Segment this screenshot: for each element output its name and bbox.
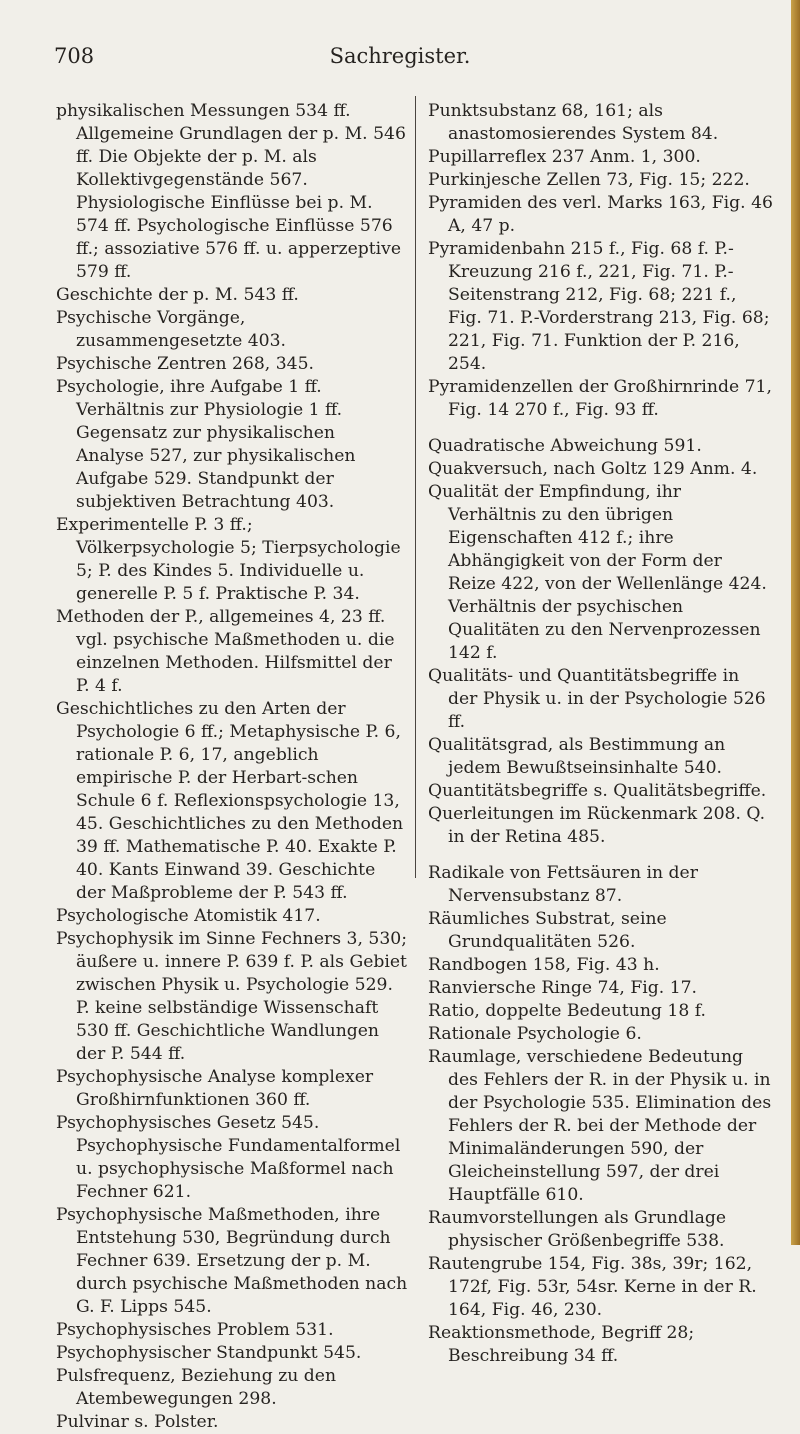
index-entry: Raumvorstellungen als Grundlage physischer Größenbegriffe 538. — [428, 1208, 726, 1251]
index-entry: physikalischen Messungen 534 ff. Allgemeine Grundlagen der p. M. 546 ff. Die Objekte der p. M. als Kollektivgegenstände 567. Physiologische Einflüsse bei p. M. 574 ff. Psychologische Einflüsse 576 ff.; assoziative 576 ff. u. apperzeptive 579 ff. — [56, 101, 406, 282]
index-entry: Psychophysischer Standpunkt 545. — [56, 1343, 362, 1363]
column-divider — [415, 96, 416, 878]
index-entry: Psychophysische Analyse komplexer Großhirnfunktionen 360 ff. — [56, 1067, 374, 1110]
index-entry: Raumlage, verschiedene Bedeutung des Fehlers der R. in der Physik u. in der Psychologie 535. Elimination des Fehlers der R. bei der Methode der Minimaländerungen 590, der Gleicheinstellung 597, der drei Hauptfälle 610. — [428, 1047, 772, 1205]
index-entry: Psychophysisches Problem 531. — [56, 1320, 334, 1340]
page-number: 708 — [54, 44, 95, 68]
running-head: Sachregister. — [329, 44, 471, 68]
index-entry: Reaktionsmethode, Begriff 28; Beschreibung 34 ff. — [428, 1323, 695, 1366]
index-entry: Qualitätsgrad, als Bestimmung an jedem Bewußtseinsinhalte 540. — [428, 735, 726, 778]
index-entry: Querleitungen im Rückenmark 208. Q. in der Retina 485. — [428, 804, 766, 847]
index-entry: Ratio, doppelte Bedeutung 18 f. — [428, 1001, 706, 1021]
index-entry: Randbogen 158, Fig. 43 h. — [428, 955, 660, 975]
index-entry: Psychophysisches Gesetz 545. Psychophysische Fundamentalformel u. psychophysische Maßformel nach Fechner 621. — [56, 1113, 401, 1202]
index-entry: Rationale Psychologie 6. — [428, 1024, 642, 1044]
index-entry: Purkinjesche Zellen 73, Fig. 15; 222. — [428, 170, 750, 190]
index-column-left — [56, 100, 408, 1434]
index-entry: Qualität der Empfindung, ihr Verhältnis zu den übrigen Eigenschaften 412 f.; ihre Abhängigkeit von der Form der Reize 422, von der Wellenlänge 424. Verhältnis der psychischen Qualitäten zu den Nervenprozessen 142 f. — [428, 482, 767, 663]
index-entry: Pyramidenbahn 215 f., Fig. 68 f. P.-Kreuzung 216 f., 221, Fig. 71. P.-Seitenstrang 212, Fig. 68; 221 f., Fig. 71. P.-Vorderstrang 213, Fig. 68; 221, Fig. 71. Funktion der P. 216, 254. — [428, 239, 770, 374]
index-entry: Psychophysik im Sinne Fechners 3, 530; äußere u. innere P. 639 f. P. als Gebiet zwischen Physik u. Psychologie 529. P. keine selbständige Wissenschaft 530 ff. Geschichtliche Wandlungen der P. 544 ff. — [56, 929, 408, 1064]
page-edge-gilding — [791, 0, 800, 1245]
index-entry: Punktsubstanz 68, 161; als anastomosierendes System 84. — [428, 101, 719, 144]
index-entry: Radikale von Fettsäuren in der Nervensubstanz 87. — [428, 863, 698, 906]
index-entry: Geschichte der p. M. 543 ff. — [56, 285, 299, 305]
index-entry: Räumliches Substrat, seine Grundqualitäten 526. — [428, 909, 667, 952]
index-entry: Pupillarreflex 237 Anm. 1, 300. — [428, 147, 701, 167]
index-entry: Psychische Zentren 268, 345. — [56, 354, 314, 374]
index-entry: Qualitäts- und Quantitätsbegriffe in der Physik u. in der Psychologie 526 ff. — [428, 666, 766, 732]
index-entry: Psychophysische Maßmethoden, ihre Entstehung 530, Begründung durch Fechner 639. Ersetzung der p. M. durch psychische Maßmethoden nach G. F. Lipps 545. — [56, 1205, 408, 1317]
index-group-r — [428, 862, 773, 1368]
index-entry: Quakversuch, nach Goltz 129 Anm. 4. — [428, 459, 758, 479]
index-entry: Psychologische Atomistik 417. — [56, 906, 321, 926]
index-entry: Rautengrube 154, Fig. 38s, 39r; 162, 172f, Fig. 53r, 54sr. Kerne in der R. 164, Fig. 46, 230. — [428, 1254, 757, 1320]
index-entry: Psychologie, ihre Aufgabe 1 ff. Verhältnis zur Physiologie 1 ff. Gegensatz zur physikalischen Analyse 527, zur physikalischen Aufgabe 529. Standpunkt der subjektiven Betrachtung 403. — [56, 377, 356, 512]
index-entry: Experimentelle P. 3 ff.; Völkerpsychologie 5; Tierpsychologie 5; P. des Kindes 5. Individuelle u. generelle P. 5 f. Praktische P. 34. — [56, 515, 401, 604]
index-entry: Pulsfrequenz, Beziehung zu den Atembewegungen 298. — [56, 1366, 337, 1409]
index-entry: Pyramidenzellen der Großhirnrinde 71, Fig. 14 270 f., Fig. 93 ff. — [428, 377, 772, 420]
index-entry: Pulvinar s. Polster. — [56, 1412, 219, 1432]
index-group-q — [428, 435, 773, 849]
index-group-p — [428, 100, 773, 422]
index-entry: Ranviersche Ringe 74, Fig. 17. — [428, 978, 698, 998]
index-entry: Psychische Vorgänge, zusammengesetzte 403. — [56, 308, 286, 351]
index-entry: Geschichtliches zu den Arten der Psychologie 6 ff.; Metaphysische P. 6, rationale P. 6, 17, angeblich empirische P. der Herbart-schen Schule 6 f. Reflexionspsychologie 13, 45. Geschichtliches zu den Methoden 39 ff. Mathematische P. 40. Exakte P. 40. Kants Einwand 39. Geschichte der Maßprobleme der P. 543 ff. — [56, 699, 404, 903]
index-column-right — [428, 100, 773, 1368]
index-entry: Methoden der P., allgemeines 4, 23 ff. vgl. psychische Maßmethoden u. die einzelnen Methoden. Hilfsmittel der P. 4 f. — [56, 607, 395, 696]
index-entry: Pyramiden des verl. Marks 163, Fig. 46 A, 47 p. — [428, 193, 773, 236]
index-entry: Quantitätsbegriffe s. Qualitätsbegriffe. — [428, 781, 767, 801]
index-entry: Quadratische Abweichung 591. — [428, 436, 702, 456]
